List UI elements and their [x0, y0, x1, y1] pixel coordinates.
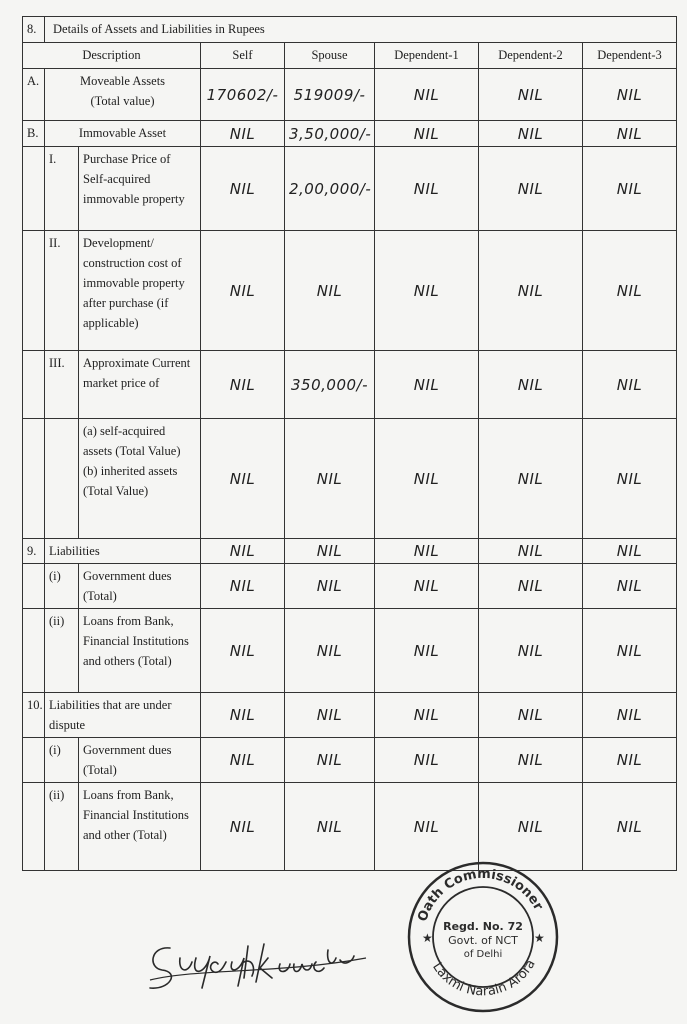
header-row: [23, 43, 677, 69]
row-label: Purchase Price of Self-acquired immovable property: [79, 147, 201, 231]
oath-commissioner-stamp: [404, 858, 562, 1016]
table-row-immovable-asset: [23, 121, 677, 147]
value-dependent-1: NIL: [375, 231, 479, 351]
row-label: Approximate Current market price of: [79, 351, 201, 419]
header-self: Self: [201, 43, 285, 69]
value-dependent-3: NIL: [583, 693, 677, 738]
value-dependent-2: NIL: [479, 609, 583, 693]
row-number: A.: [23, 69, 45, 121]
value-dependent-1: NIL: [375, 738, 479, 783]
row-label: Immovable Asset: [45, 121, 201, 147]
table-row-purchase-price: [23, 147, 677, 231]
value-self: NIL: [201, 231, 285, 351]
svg-text:Oath Commissioner: Oath Commissioner: [415, 866, 546, 924]
value-dependent-3: NIL: [583, 147, 677, 231]
table-row-liabilities: [23, 539, 677, 564]
value-dependent-3: NIL: [583, 69, 677, 121]
value-dependent-3: NIL: [583, 121, 677, 147]
row-number: 9.: [23, 539, 45, 564]
value-dependent-2: NIL: [479, 693, 583, 738]
row-label: (a) self-acquired assets (Total Value) (b) inherited assets (Total Value): [79, 419, 201, 539]
svg-text:of Delhi: of Delhi: [463, 949, 503, 960]
value-self: NIL: [201, 609, 285, 693]
value-dependent-3: NIL: [583, 738, 677, 783]
row-number: (ii): [45, 783, 79, 871]
row-label: Moveable Assets: [79, 74, 166, 88]
svg-text:Laxmi Narain Arora: Laxmi Narain Arora: [429, 957, 539, 1000]
svg-text:★: ★: [422, 931, 433, 945]
value-spouse: NIL: [285, 539, 375, 564]
table-row-disputed-bank-loans: [23, 783, 677, 871]
section-number: 8.: [23, 17, 45, 43]
value-dependent-3: NIL: [583, 609, 677, 693]
row-label: Liabilities: [45, 539, 201, 564]
value-dependent-3: NIL: [583, 783, 677, 871]
row-number: (i): [45, 564, 79, 609]
value-dependent-3: NIL: [583, 351, 677, 419]
value-dependent-1: NIL: [375, 147, 479, 231]
table-row-moveable-assets: [23, 69, 677, 121]
handwritten-signature: [140, 928, 370, 998]
value-dependent-2: NIL: [479, 564, 583, 609]
value-dependent-1: NIL: [375, 693, 479, 738]
value-spouse: NIL: [285, 419, 375, 539]
value-dependent-2: NIL: [479, 738, 583, 783]
row-label: Government dues (Total): [79, 564, 201, 609]
table-row-government-dues: [23, 564, 677, 609]
value-spouse: 2,00,000/-: [285, 147, 375, 231]
value-dependent-2: NIL: [479, 121, 583, 147]
row-label: Liabilities that are under dispute: [45, 693, 201, 738]
header-dependent-3: Dependent-3: [583, 43, 677, 69]
value-dependent-2: NIL: [479, 231, 583, 351]
value-dependent-2: NIL: [479, 69, 583, 121]
value-dependent-1: NIL: [375, 351, 479, 419]
value-self: NIL: [201, 783, 285, 871]
value-self: 170602/-: [201, 69, 285, 121]
value-self: NIL: [201, 564, 285, 609]
value-self: NIL: [201, 693, 285, 738]
value-dependent-1: NIL: [375, 539, 479, 564]
table-row-development-cost: [23, 231, 677, 351]
value-self: NIL: [201, 121, 285, 147]
value-self: NIL: [201, 419, 285, 539]
value-dependent-1: NIL: [375, 564, 479, 609]
value-spouse: 519009/-: [285, 69, 375, 121]
value-dependent-3: NIL: [583, 564, 677, 609]
table-row-disputed-government-dues: [23, 738, 677, 783]
value-spouse: 350,000/-: [285, 351, 375, 419]
value-self: NIL: [201, 539, 285, 564]
value-spouse: NIL: [285, 783, 375, 871]
row-number: (ii): [45, 609, 79, 693]
value-dependent-2: NIL: [479, 147, 583, 231]
row-label-sub: (Total value): [90, 94, 155, 108]
value-spouse: NIL: [285, 738, 375, 783]
table-row-market-price: [23, 351, 677, 419]
value-dependent-2: NIL: [479, 783, 583, 871]
row-number: 10.: [23, 693, 45, 738]
svg-text:Govt. of NCT: Govt. of NCT: [448, 934, 518, 947]
value-dependent-1: NIL: [375, 419, 479, 539]
value-spouse: NIL: [285, 231, 375, 351]
row-label: Development/ construction cost of immovable property after purchase (if applicable): [79, 231, 201, 351]
table-row-disputed-liabilities: [23, 693, 677, 738]
value-spouse: 3,50,000/-: [285, 121, 375, 147]
section-title: Details of Assets and Liabilities in Rupees: [45, 17, 677, 43]
value-dependent-1: NIL: [375, 783, 479, 871]
value-self: NIL: [201, 351, 285, 419]
table-row-self-inherited-assets: [23, 419, 677, 539]
header-dependent-1: Dependent-1: [375, 43, 479, 69]
svg-text:★: ★: [534, 931, 545, 945]
row-label: Government dues (Total): [79, 738, 201, 783]
row-number: B.: [23, 121, 45, 147]
header-description: Description: [23, 43, 201, 69]
row-number: (i): [45, 738, 79, 783]
value-dependent-1: NIL: [375, 609, 479, 693]
header-spouse: Spouse: [285, 43, 375, 69]
value-dependent-2: NIL: [479, 419, 583, 539]
value-dependent-1: NIL: [375, 69, 479, 121]
value-spouse: NIL: [285, 564, 375, 609]
row-number: III.: [45, 351, 79, 419]
row-label: Loans from Bank, Financial Institutions and others (Total): [79, 609, 201, 693]
row-label: Loans from Bank, Financial Institutions and other (Total): [79, 783, 201, 871]
header-dependent-2: Dependent-2: [479, 43, 583, 69]
value-dependent-2: NIL: [479, 351, 583, 419]
table-row-bank-loans: [23, 609, 677, 693]
value-self: NIL: [201, 147, 285, 231]
svg-text:Regd. No. 72: Regd. No. 72: [443, 920, 523, 933]
row-number: I.: [45, 147, 79, 231]
value-dependent-3: NIL: [583, 539, 677, 564]
value-dependent-2: NIL: [479, 539, 583, 564]
value-spouse: NIL: [285, 609, 375, 693]
value-dependent-1: NIL: [375, 121, 479, 147]
row-number: II.: [45, 231, 79, 351]
value-dependent-3: NIL: [583, 419, 677, 539]
value-spouse: NIL: [285, 693, 375, 738]
value-self: NIL: [201, 738, 285, 783]
value-dependent-3: NIL: [583, 231, 677, 351]
assets-liabilities-table: [22, 16, 677, 871]
